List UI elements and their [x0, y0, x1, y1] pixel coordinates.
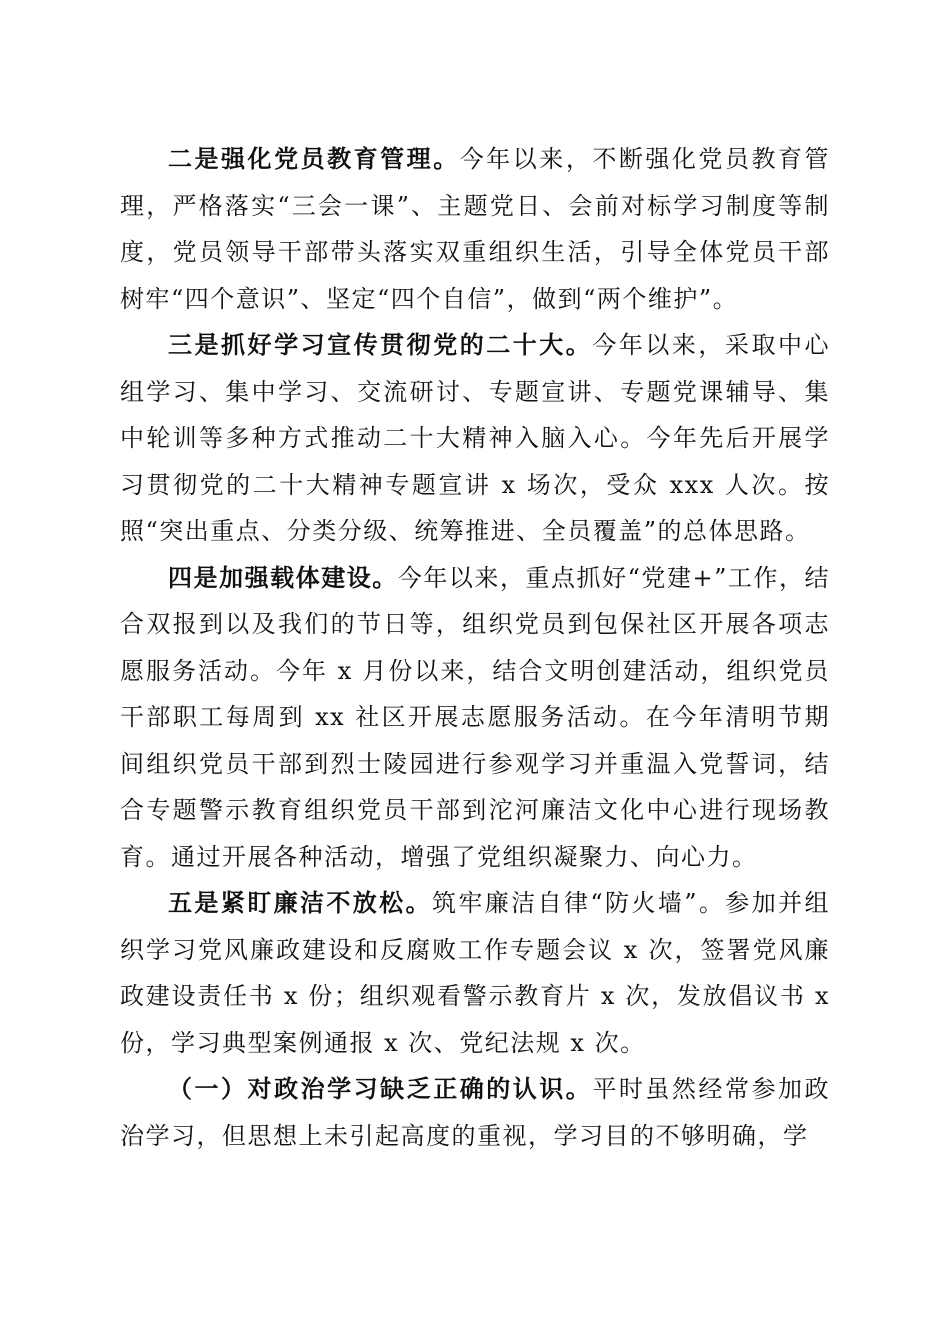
paragraph-text: 今年以来，重点抓好“党建+”工作，结合双报到以及我们的节日等，组织党员到包保社区开展各项志愿服务活动。今年 x 月份以来，结合文明创建活动，组织党员干部职工每周到 xx 社区开展志愿服务活动。在今年清明节期间组织党员干部到烈士陵园进行参观学习并重温入党誓词，结合专题警示教育组织党员干部到沱河廉洁文化中心进行现场教育。通过开展各种活动，增强了党组织凝聚力、向心力。 [120, 563, 830, 871]
paragraph-heading: 二是强化党员教育管理。 [168, 144, 460, 173]
paragraph-text: 筑牢廉洁自律“防火墙”。参加并组织学习党风廉政建设和反腐败工作专题会议 x 次，签署党风廉政建设责任书 x 份；组织观看警示教育片 x 次，发放倡议书 x 份，学习典型案例通报 x 次、党纪法规 x 次。 [120, 889, 830, 1057]
paragraph-heading: 三是抓好学习宣传贯彻党的二十大。 [168, 330, 593, 359]
document-body [120, 136, 830, 1159]
paragraph-twentieth-congress-study [120, 322, 830, 555]
paragraph-text: 平时虽然经常参加政治学习，但思想上未引起高度的重视，学习目的不够明确，学 [120, 1075, 831, 1150]
paragraph-heading: 五是紧盯廉洁不放松。 [168, 888, 432, 917]
paragraph-heading: 四是加强载体建设。 [168, 562, 398, 592]
paragraph-text: 今年以来，不断强化党员教育管理，严格落实“三会一课”、主题党日、会前对标学习制度等制度，党员领导干部带头落实双重组织生活，引导全体党员干部树牢“四个意识”、坚定“四个自信”，做到“两个维护”。 [120, 145, 831, 313]
paragraph-text: 今年以来，采取中心组学习、集中学习、交流研讨、专题宣讲、专题党课辅导、集中轮训等多种方式推动二十大精神入脑入心。今年先后开展学习贯彻党的二十大精神专题宣讲 x 场次，受众 xxx 人次。按照“突出重点、分类分级、统筹推进、全员覆盖”的总体思路。 [120, 331, 831, 545]
paragraph-political-study [120, 1066, 830, 1159]
paragraph-carrier-construction [120, 555, 830, 881]
paragraph-heading: （一）对政治学习缺乏正确的认识。 [168, 1074, 593, 1103]
paragraph-integrity [120, 880, 830, 1066]
paragraph-party-member-education [120, 136, 830, 322]
